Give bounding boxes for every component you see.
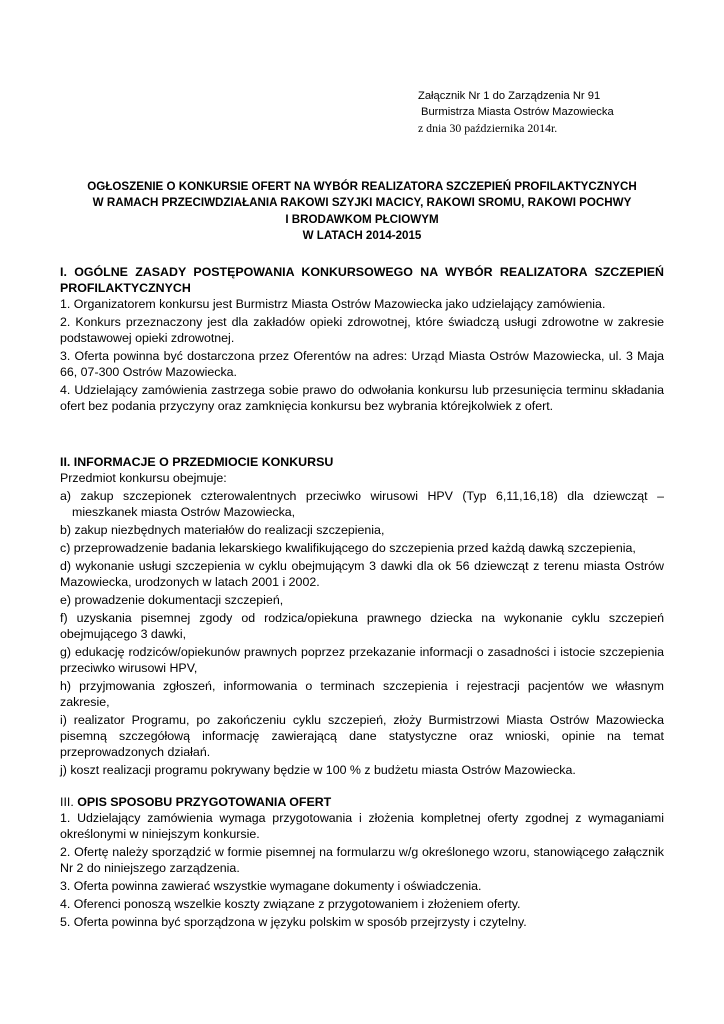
- annex-line-1: Załącznik Nr 1 do Zarządzenia Nr 91: [418, 90, 601, 102]
- section-2-item-c: c) przeprowadzenie badania lekarskiego kwalifikującego do szczepienia przed każdą dawką szczepienia,: [60, 541, 636, 555]
- section-offer-preparation: [60, 794, 664, 930]
- section-1-heading: I. OGÓLNE ZASADY POSTĘPOWANIA KONKURSOWEGO NA WYBÓR REALIZATORA SZCZEPIEŃ PROFILAKTYCZNYCH: [60, 265, 664, 295]
- section-2-item-h: h) przyjmowania zgłoszeń, informowania o terminach szczepienia i rejestracji pacjentów we własnym zakresie,: [60, 679, 664, 709]
- section-2-item-i: i) realizator Programu, po zakończeniu cyklu szczepień, złoży Burmistrzowi Miasta Ostrów Mazowiecka pisemną szczegółową informację zawierającą dane statystyczne oraz wnioski, opinie na temat przeprowadzonych działań.: [60, 713, 664, 759]
- section-subject-info: [60, 454, 664, 778]
- section-2-item-d: d) wykonanie usługi szczepienia w cyklu obejmującym 3 dawki dla ok 56 dziewcząt z terenu miasta Ostrów Mazowiecka, urodzonych w latach 2001 i 2002.: [60, 559, 664, 589]
- spacer: [60, 416, 664, 454]
- title-line-3: I BRODAWKOM PŁCIOWYM: [285, 212, 439, 226]
- section-2-item-e: e) prowadzenie dokumentacji szczepień,: [60, 593, 284, 607]
- section-2-item-f: f) uzyskania pisemnej zgody od rodzica/opiekuna prawnego dziecka na wykonanie cyklu szczepień obejmującego 3 dawki,: [60, 611, 664, 641]
- document-body: [60, 264, 664, 932]
- section-3-item-1: 1. Udzielający zamówienia wymaga przygotowania i złożenia kompletnej oferty zgodnej z wymaganiami określonymi w niniejszym konkursie.: [60, 811, 664, 841]
- section-1-item-4: 4. Udzielający zamówienia zastrzega sobie prawo do odwołania konkursu lub przesunięcia terminu składania ofert bez podania przyczyny oraz zamknięcia konkursu bez wybrania którejkolwiek z ofert.: [60, 383, 664, 413]
- section-2-item-g: g) edukację rodziców/opiekunów prawnych poprzez przekazanie informacji o zasadności i istocie szczepienia przeciwko wirusowi HPV,: [60, 645, 664, 675]
- section-3-item-4: 4. Oferenci ponoszą wszelkie koszty związane z przygotowaniem i złożeniem oferty.: [60, 897, 521, 911]
- title-line-4: W LATACH 2014-2015: [302, 229, 422, 243]
- section-3-heading-prefix: III.: [60, 795, 78, 809]
- section-2-intro: Przedmiot konkursu obejmuje:: [60, 471, 227, 485]
- section-1-item-3: 3. Oferta powinna być dostarczona przez Oferentów na adres: Urząd Miasta Ostrów Mazowiecka, ul. 3 Maja 66, 07-300 Ostrów Mazowiecka.: [60, 349, 664, 379]
- section-1-item-1: 1. Organizatorem konkursu jest Burmistrz Miasta Ostrów Mazowiecka jako udzielający zamówienia.: [60, 297, 606, 311]
- section-2-item-b: b) zakup niezbędnych materiałów do realizacji szczepienia,: [60, 523, 385, 537]
- title-line-1: OGŁOSZENIE O KONKURSIE OFERT NA WYBÓR REALIZATORA SZCZEPIEŃ PROFILAKTYCZNYCH: [87, 180, 637, 193]
- annex-note: [418, 88, 708, 136]
- section-2-heading: II. INFORMACJE O PRZEDMIOCIE KONKURSU: [60, 455, 334, 469]
- section-general-rules: [60, 264, 664, 414]
- section-3-heading: [60, 794, 664, 810]
- section-3-heading-text: OPIS SPOSOBU PRZYGOTOWANIA OFERT: [77, 795, 332, 809]
- spacer: [60, 780, 664, 794]
- section-3-item-3: 3. Oferta powinna zawierać wszystkie wymagane dokumenty i oświadczenia.: [60, 879, 482, 893]
- section-3-item-2: 2. Ofertę należy sporządzić w formie pisemnej na formularzu w/g określonego wzoru, stanowiącego załącznik Nr 2 do niniejszego zarządzenia.: [60, 845, 664, 875]
- title-line-2: W RAMACH PRZECIWDZIAŁANIA RAKOWI SZYJKI MACICY, RAKOWI SROMU, RAKOWI POCHWY: [92, 196, 632, 210]
- section-2-item-j: j) koszt realizacji programu pokrywany będzie w 100 % z budżetu miasta Ostrów Mazowiecka.: [60, 763, 576, 777]
- announcement-title: [60, 179, 664, 245]
- section-3-item-5: 5. Oferta powinna być sporządzona w języku polskim w sposób przejrzysty i czytelny.: [60, 915, 527, 929]
- annex-line-3: z dnia 30 października 2014r.: [418, 121, 558, 135]
- annex-line-2: Burmistrza Miasta Ostrów Mazowiecka: [421, 106, 614, 118]
- section-2-item-a: a) zakup szczepionek czterowalentnych przeciwko wirusowi HPV (Typ 6,11,16,18) dla dziewcząt – mieszkanek miasta Ostrów Mazowiecka,: [60, 489, 664, 519]
- section-1-item-2: 2. Konkurs przeznaczony jest dla zakładów opieki zdrowotnej, które świadczą usługi zdrowotne w zakresie podstawowej opieki zdrowotnej.: [60, 315, 664, 345]
